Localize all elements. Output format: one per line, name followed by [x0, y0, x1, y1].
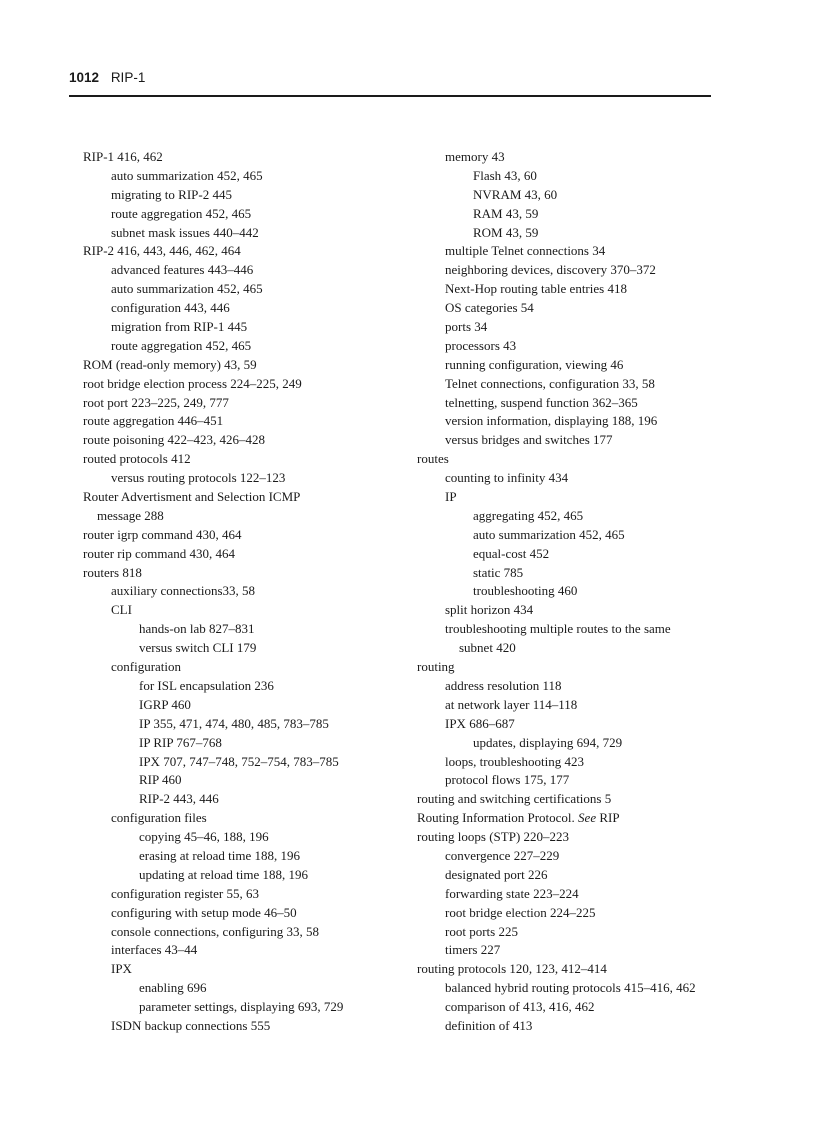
entry-text: ROM 43, 59	[473, 224, 539, 240]
entry-text: root ports 225	[445, 923, 518, 939]
see-reference-label: See	[578, 810, 597, 826]
entry-text: routing protocols 120, 123, 412–414	[417, 961, 607, 977]
index-subentry	[417, 753, 722, 772]
index-entry	[417, 809, 722, 828]
entry-text: equal-cost 452	[473, 545, 550, 561]
entry-text: routed protocols 412	[83, 451, 191, 467]
index-entry	[417, 790, 722, 809]
index-subsubentry	[83, 753, 405, 772]
index-subentry	[83, 960, 405, 979]
entry-text: route aggregation 446–451	[83, 413, 224, 429]
entry-text: configuration	[111, 659, 182, 675]
entry-text: ROM (read-only memory) 43, 59	[83, 356, 257, 372]
header-rule	[69, 95, 711, 97]
index-subentry	[417, 488, 722, 507]
entry-text: versus routing protocols 122–123	[111, 470, 286, 486]
entry-text: balanced hybrid routing protocols 415–416, 462	[445, 980, 696, 996]
index-column-left	[83, 148, 405, 1036]
index-subentry	[83, 261, 405, 280]
index-subsubentry	[417, 186, 722, 205]
section-title: RIP-1	[110, 70, 146, 85]
entry-text: counting to infinity 434	[445, 470, 569, 486]
index-subsubentry	[417, 564, 722, 583]
index-subentry	[417, 318, 722, 337]
entry-text: RIP-2 443, 446	[139, 791, 219, 807]
entry-text: multiple Telnet connections 34	[445, 243, 606, 259]
entry-text: updates, displaying 694, 729	[473, 734, 623, 750]
index-subentry	[417, 998, 722, 1017]
index-entry	[83, 356, 405, 375]
entry-text: IPX 707, 747–748, 752–754, 783–785	[139, 753, 339, 769]
index-subentry	[417, 469, 722, 488]
index-subentry	[83, 582, 405, 601]
index-entry	[83, 526, 405, 545]
entry-text: Telnet connections, configuration 33, 58	[445, 375, 655, 391]
entry-text: IGRP 460	[139, 696, 191, 712]
index-subsubentry	[83, 847, 405, 866]
index-subentry	[83, 280, 405, 299]
entry-text: console connections, configuring 33, 58	[111, 923, 319, 939]
index-subsubentry	[417, 205, 722, 224]
index-entry-continuation	[83, 507, 405, 526]
index-subentry	[83, 904, 405, 923]
index-entry	[417, 658, 722, 677]
index-entry	[83, 375, 405, 394]
index-subentry	[417, 696, 722, 715]
entry-text: configuration files	[111, 810, 207, 826]
entry-text: OS categories 54	[445, 300, 534, 316]
index-subentry	[417, 431, 722, 450]
entry-text: protocol flows 175, 177	[445, 772, 570, 788]
entry-text: router igrp command 430, 464	[83, 526, 242, 542]
index-entry	[83, 488, 405, 507]
see-reference-target: RIP	[599, 810, 620, 826]
entry-text: definition of 413	[445, 1017, 533, 1033]
entry-text: erasing at reload time 188, 196	[139, 847, 301, 863]
entry-text: auto summarization 452, 465	[111, 281, 263, 297]
index-subsubentry	[83, 828, 405, 847]
entry-text: troubleshooting 460	[473, 583, 578, 599]
entry-text: subnet mask issues 440–442	[111, 224, 259, 240]
index-subsubentry	[417, 526, 722, 545]
index-subsubentry	[83, 998, 405, 1017]
index-subentry	[417, 677, 722, 696]
index-subsubentry	[83, 639, 405, 658]
index-subsubentry	[83, 734, 405, 753]
index-subentry	[417, 847, 722, 866]
entry-text: copying 45–46, 188, 196	[139, 829, 269, 845]
entry-text: routing loops (STP) 220–223	[417, 829, 570, 845]
page-number: 1012	[69, 70, 100, 85]
index-subentry	[83, 1017, 405, 1036]
entry-text: parameter settings, displaying 693, 729	[139, 999, 344, 1015]
index-subentry	[83, 167, 405, 186]
entry-text: IP 355, 471, 474, 480, 485, 783–785	[139, 715, 329, 731]
entry-text: RAM 43, 59	[473, 205, 539, 221]
entry-text: configuration 443, 446	[111, 300, 230, 316]
entry-text: telnetting, suspend function 362–365	[445, 394, 638, 410]
index-entry	[417, 450, 722, 469]
entry-text: subnet 420	[459, 640, 516, 656]
index-subentry	[83, 658, 405, 677]
entry-text: aggregating 452, 465	[473, 507, 584, 523]
entry-text: forwarding state 223–224	[445, 885, 579, 901]
entry-text: router rip command 430, 464	[83, 545, 235, 561]
index-subsubentry	[83, 979, 405, 998]
index-subentry	[83, 809, 405, 828]
index-entry	[83, 450, 405, 469]
index-subsubentry	[83, 677, 405, 696]
index-subentry	[417, 601, 722, 620]
entry-text: migration from RIP-1 445	[111, 319, 248, 335]
entry-text: Router Advertisment and Selection ICMP	[83, 489, 301, 505]
entry-text: troubleshooting multiple routes to the same	[445, 621, 671, 637]
entry-text: for ISL encapsulation 236	[139, 677, 274, 693]
index-subentry	[83, 186, 405, 205]
entry-text: configuring with setup mode 46–50	[111, 904, 297, 920]
entry-text: designated port 226	[445, 866, 548, 882]
entry-text: version information, displaying 188, 196	[445, 413, 658, 429]
entry-text: RIP-2 416, 443, 446, 462, 464	[83, 243, 241, 259]
index-subentry	[417, 337, 722, 356]
index-subsubentry	[83, 715, 405, 734]
index-subentry	[417, 412, 722, 431]
entry-text: IPX 686–687	[445, 715, 515, 731]
index-subsubentry	[417, 545, 722, 564]
index-subentry	[417, 1017, 722, 1036]
entry-text: processors 43	[445, 337, 517, 353]
entry-text: RIP-1 416, 462	[83, 149, 163, 164]
index-subentry	[417, 885, 722, 904]
entry-text: root port 223–225, 249, 777	[83, 394, 229, 410]
entry-text: routes	[417, 451, 449, 467]
index-subentry	[417, 904, 722, 923]
index-entry	[83, 242, 405, 261]
entry-text: IPX	[111, 961, 132, 977]
index-entry	[417, 828, 722, 847]
index-subsubentry	[417, 507, 722, 526]
index-subentry	[417, 923, 722, 942]
entry-text: comparison of 413, 416, 462	[445, 999, 595, 1015]
index-subentry	[417, 148, 722, 167]
entry-text: advanced features 443–446	[111, 262, 254, 278]
index-subentry	[83, 941, 405, 960]
index-subentry	[417, 375, 722, 394]
entry-text: auto summarization 452, 465	[111, 167, 263, 183]
entry-text: migrating to RIP-2 445	[111, 186, 232, 202]
index-subentry	[417, 299, 722, 318]
entry-text: Next-Hop routing table entries 418	[445, 281, 627, 297]
index-subentry	[417, 620, 722, 639]
index-subentry	[83, 885, 405, 904]
entry-text: IP	[445, 489, 457, 505]
entry-text: interfaces 43–44	[111, 942, 198, 958]
index-subentry	[417, 280, 722, 299]
index-subentry	[417, 394, 722, 413]
entry-text: Routing Information Protocol.	[417, 810, 575, 826]
entry-text: updating at reload time 188, 196	[139, 866, 308, 882]
entry-text: RIP 460	[139, 772, 182, 788]
index-entry	[417, 960, 722, 979]
index-subentry	[83, 299, 405, 318]
index-entry	[83, 394, 405, 413]
index-subentry	[417, 356, 722, 375]
entry-text: running configuration, viewing 46	[445, 356, 624, 372]
entry-text: memory 43	[445, 149, 505, 164]
index-subsubentry	[417, 167, 722, 186]
entry-text: root bridge election 224–225	[445, 904, 596, 920]
index-subentry	[83, 205, 405, 224]
index-subentry	[83, 601, 405, 620]
entry-text: route aggregation 452, 465	[111, 337, 252, 353]
index-column-right	[417, 148, 722, 1036]
entry-text: route aggregation 452, 465	[111, 205, 252, 221]
entry-text: IP RIP 767–768	[139, 734, 222, 750]
entry-text: at network layer 114–118	[445, 696, 578, 712]
index-entry	[83, 431, 405, 450]
index-subentry	[417, 715, 722, 734]
entry-text: versus bridges and switches 177	[445, 432, 613, 448]
entry-text: routing and switching certifications 5	[417, 791, 612, 807]
index-subsubentry	[83, 620, 405, 639]
index-subentry	[417, 242, 722, 261]
entry-text: ISDN backup connections 555	[111, 1017, 271, 1033]
index-subsubentry	[83, 696, 405, 715]
entry-text: versus switch CLI 179	[139, 640, 257, 656]
index-entry	[83, 564, 405, 583]
index-subentry	[83, 469, 405, 488]
entry-text: loops, troubleshooting 423	[445, 753, 585, 769]
index-subentry	[83, 923, 405, 942]
entry-text: routing	[417, 659, 455, 675]
entry-text: address resolution 118	[445, 677, 562, 693]
index-subsubentry	[83, 790, 405, 809]
entry-text: enabling 696	[139, 980, 207, 996]
entry-text: timers 227	[445, 942, 501, 958]
entry-text: root bridge election process 224–225, 249	[83, 375, 302, 391]
entry-text: static 785	[473, 564, 524, 580]
entry-text: neighboring devices, discovery 370–372	[445, 262, 656, 278]
entry-text: message 288	[97, 507, 164, 523]
index-subentry	[417, 941, 722, 960]
index-subsubentry	[417, 734, 722, 753]
entry-text: hands-on lab 827–831	[139, 621, 255, 637]
index-subentry	[417, 979, 722, 998]
running-head	[69, 69, 145, 87]
entry-text: configuration register 55, 63	[111, 885, 260, 901]
index-entry	[83, 148, 405, 167]
index-entry	[83, 545, 405, 564]
index-subsubentry	[83, 866, 405, 885]
entry-text: routers 818	[83, 564, 142, 580]
entry-text: NVRAM 43, 60	[473, 186, 558, 202]
entry-text: auto summarization 452, 465	[473, 526, 625, 542]
index-entry-continuation	[417, 639, 722, 658]
index-entry	[83, 412, 405, 431]
index-subsubentry	[417, 224, 722, 243]
entry-text: convergence 227–229	[445, 847, 560, 863]
index-subentry	[417, 261, 722, 280]
entry-text: split horizon 434	[445, 602, 534, 618]
index-subsubentry	[83, 771, 405, 790]
index-subentry	[417, 866, 722, 885]
index-subsubentry	[417, 582, 722, 601]
index-subentry	[417, 771, 722, 790]
entry-text: CLI	[111, 602, 132, 618]
entry-text: ports 34	[445, 319, 488, 335]
entry-text: Flash 43, 60	[473, 167, 537, 183]
index-subentry	[83, 337, 405, 356]
index-subentry	[83, 318, 405, 337]
entry-text: route poisoning 422–423, 426–428	[83, 432, 265, 448]
index-subentry	[83, 224, 405, 243]
entry-text: auxiliary connections33, 58	[111, 583, 256, 599]
